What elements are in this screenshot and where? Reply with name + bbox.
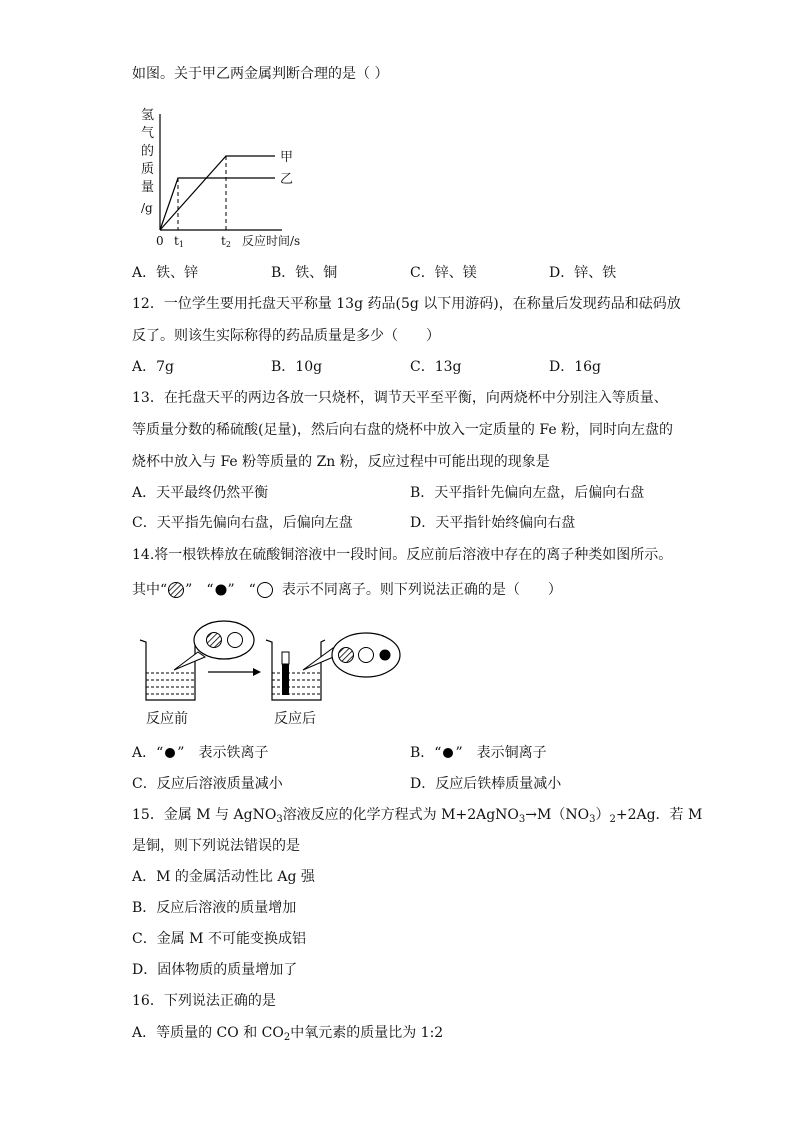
t2-label: t2 (221, 234, 231, 249)
q16-option-a: A．等质量的 CO 和 $CO_2$中氧元素的质量比为 1:2 (132, 1025, 444, 1043)
white-ion-icon (228, 633, 243, 648)
black-ion-icon (441, 746, 455, 760)
reaction-arrow (208, 668, 261, 676)
hatched-ion-icon (167, 581, 185, 599)
q12-line-2: 反了。则该生实际称得的药品质量是多少（ ） (132, 328, 440, 344)
q16-stem: 16．下列说法正确的是 (132, 993, 276, 1009)
black-ion-icon (163, 746, 177, 760)
q12-line-1: 12．一位学生要用托盘天平称量 13g 药品(5g 以下用游码)，在称量后发现药品和砝码放 (132, 296, 681, 312)
q13-option-a: A．天平最终仍然平衡 (132, 485, 269, 501)
q15-option-d: D．固体物质的质量增加了 (132, 962, 298, 978)
q14-diagram (130, 618, 430, 722)
q13-option-c: C．天平指先偏向右盘，后偏向左盘 (132, 515, 353, 531)
iron-rod (282, 652, 289, 664)
curve-jia (160, 156, 275, 230)
q12-option-c: C．13g (410, 359, 462, 375)
bubble-after (303, 633, 400, 677)
q13-option-d: D．天平指针始终偏向右盘 (410, 515, 576, 531)
beaker-after (266, 640, 325, 700)
q13-option-b: B．天平指针先偏向左盘，后偏向右盘 (410, 485, 645, 501)
hatched-ion-icon (207, 633, 222, 648)
ylabel-char-1: 氢 (141, 108, 155, 123)
t1-label: t1 (174, 234, 184, 249)
ylabel-char-3: 的 (141, 144, 155, 159)
label-jia: 甲 (280, 150, 294, 165)
label-after: 反应后 (274, 711, 316, 727)
label-yi: 乙 (280, 172, 294, 187)
q15-option-c: C．金属 M 不可能变换成铝 (132, 931, 306, 947)
q12-option-b: B．10g (271, 359, 323, 375)
black-ion-icon (214, 583, 228, 597)
label-before: 反应前 (146, 711, 188, 727)
q11-option-d: D．锌、铁 (549, 265, 617, 281)
q15-option-b: B．反应后溶液的质量增加 (132, 900, 297, 916)
q13-line-1: 13．在托盘天平的两边各放一只烧杯，调节天平至平衡，向两烧杯中分别注入等质量、 (132, 390, 668, 406)
q13-line-3: 烧杯中放入与 Fe 粉等质量的 Zn 粉，反应过程中可能出现的现象是 (132, 454, 550, 470)
curve-yi (160, 178, 275, 230)
q12-option-d: D．16g (549, 359, 602, 375)
x-axis-label: 反应时间/s (242, 234, 301, 248)
beaker-before (140, 640, 199, 700)
q11-option-a: A．铁、锌 (132, 265, 199, 281)
white-ion-icon (256, 581, 274, 599)
q14-option-b: B．“ ” 表示铜离子 (410, 745, 547, 761)
ylabel-char-6: /g (141, 201, 153, 215)
q15-line-1: 15．金属 M 与 AgNO$_3$溶液反应的化学方程式为 $M+2AgNO_3\to M(NO_3)_2+2Ag$．若 M (132, 807, 703, 825)
q13-line-2: 等质量分数的稀硫酸(足量)，然后向右盘的烧杯中放入一定质量的 Fe 粉，同时向左盘的 (132, 422, 674, 438)
ylabel-char-4: 质 (141, 162, 155, 177)
bubble-before (174, 621, 254, 670)
origin-label: 0 (156, 234, 164, 248)
ylabel-char-2: 气 (141, 126, 155, 141)
q15-line-2: 是铜，则下列说法错误的是 (132, 838, 300, 854)
q14-option-d: D．反应后铁棒质量减小 (410, 776, 562, 792)
q14-option-c: C．反应后溶液质量减小 (132, 776, 283, 792)
black-ion-icon (380, 650, 391, 661)
q14-line-2: 其中“ ” “ ” “ 表示不同离子。则下列说法正确的是（ ） (132, 582, 562, 598)
q11-graph (130, 104, 330, 249)
q11-stem: 如图。关于甲乙两金属判断合理的是（ ） (132, 66, 389, 82)
q12-option-a: A．7g (132, 359, 174, 375)
q11-option-c: C．锌、镁 (410, 265, 477, 281)
q15-option-a: A．M 的金属活动性比 Ag 强 (132, 869, 315, 885)
ylabel-char-5: 量 (141, 180, 155, 195)
white-ion-icon (359, 648, 374, 663)
q11-option-b: B．铁、铜 (271, 265, 338, 281)
q14-option-a: A．“ ” 表示铁离子 (132, 745, 269, 761)
q14-line-1: 14.将一根铁棒放在硫酸铜溶液中一段时间。反应前后溶液中存在的离子种类如图所示。 (132, 547, 673, 563)
hatched-ion-icon (339, 648, 354, 663)
